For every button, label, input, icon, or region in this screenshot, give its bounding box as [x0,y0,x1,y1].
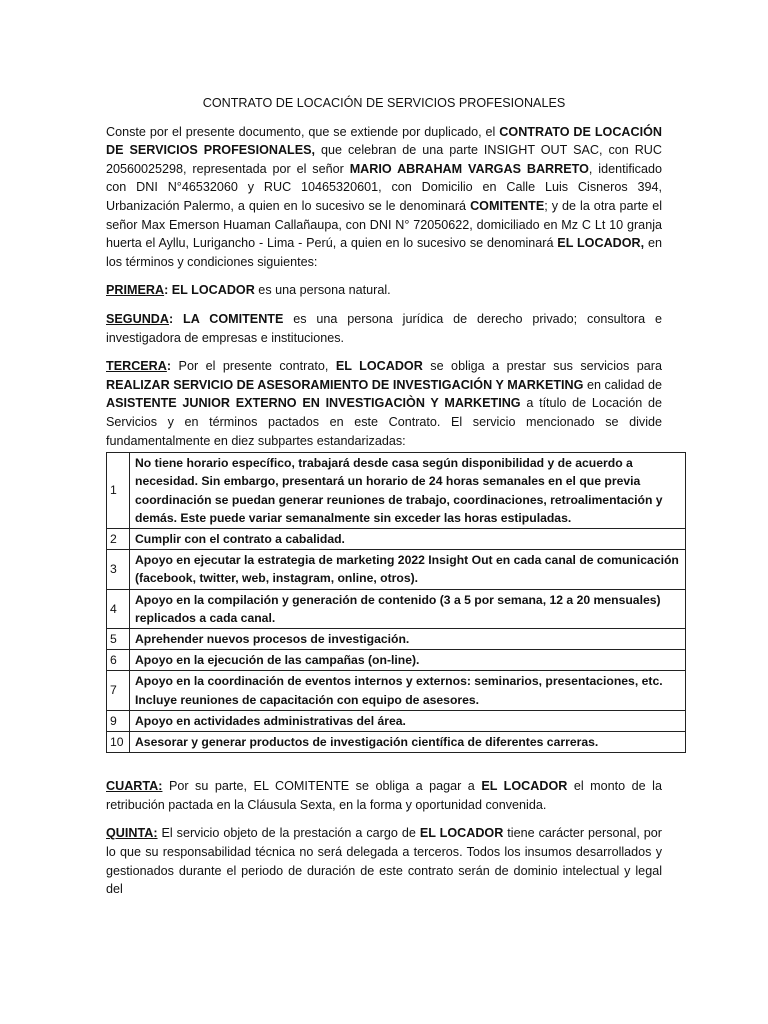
clause-primera: PRIMERA: EL LOCADOR es una persona natural. [106,283,391,298]
duty-text: Aprehender nuevos procesos de investigación. [130,628,686,649]
table-row [107,628,686,649]
table-row [107,671,686,710]
duty-text: Cumplir con el contrato a cabalidad. [130,528,686,549]
clause-quinta-label: QUINTA: [106,826,158,841]
duty-number: 7 [107,671,130,710]
duty-number: 2 [107,528,130,549]
clause-cuarta-label: CUARTA: [106,779,163,794]
clause-cuarta: CUARTA: Por su parte, EL COMITENTE se obliga a pagar a EL LOCADOR el monto de la retribución pactada en la Cláusula Sexta, en la forma y oportunidad convenida. [106,779,662,812]
contract-title: CONTRATO DE LOCACIÓN DE SERVICIOS PROFESIONALES [202,96,566,110]
intro-paragraph: Conste por el presente documento, que se extiende por duplicado, el CONTRATO DE LOCACIÓN DE SERVICIOS PROFESIONALES, que celebran de una parte INSIGHT OUT SAC, con RUC 20560025298, representada por el señor MARIO ABRAHAM VARGAS BARRETO, identificado con DNI N°46532060 y RUC 10465320601, con Domicilio en Calle Luis Cisneros 394, Urbanización Palermo, a quien en lo sucesivo se le denominará COMITENTE; y de la otra parte el señor Max Emerson Huaman Callañaupa, con DNI N° 72050622, domiciliado en Mz C Lt 10 granja huerta el Ayllu, Lurigancho - Lima - Perú, a quien en lo sucesivo se denominará EL LOCADOR, en los términos y condiciones siguientes: [106,124,663,269]
table-row [107,650,686,671]
duty-number: 9 [107,710,130,731]
clause-quinta: QUINTA: El servicio objeto de la prestación a cargo de EL LOCADOR tiene carácter personal, por lo que su responsabilidad técnica no será delegada a terceros. Todos los insumos desarrollados y gestionados durante el periodo de duración de este contrato serán de dominio intelectual y legal del [106,826,663,897]
duty-text: Asesorar y generar productos de investigación científica de diferentes carreras. [130,731,686,752]
clause-segunda-label: SEGUNDA [106,311,169,326]
duty-number: 3 [107,550,130,589]
table-row [107,589,686,628]
duty-text: Apoyo en la compilación y generación de contenido (3 a 5 por semana, 12 a 20 mensuales) replicados a cada canal. [130,589,686,628]
clause-segunda: SEGUNDA: LA COMITENTE es una persona jurídica de derecho privado; consultora e investigadora de empresas e instituciones. [106,311,662,345]
duty-number: 6 [107,650,130,671]
clause-tercera-label: TERCERA [106,359,167,374]
duty-number: 5 [107,628,130,649]
duty-text: Apoyo en la coordinación de eventos internos y externos: seminarios, presentaciones, etc. Incluye reuniones de capacitación con equipo de asesores. [130,671,686,710]
table-row [107,453,686,529]
duty-number: 1 [107,453,130,529]
duty-text: Apoyo en la ejecución de las campañas (on-line). [130,650,686,671]
table-row [107,528,686,549]
table-row [107,550,686,589]
table-row [107,710,686,731]
duty-text: Apoyo en actividades administrativas del área. [130,710,686,731]
clause-primera-label: PRIMERA [106,283,165,298]
duty-text: Apoyo en ejecutar la estrategia de marketing 2022 Insight Out en cada canal de comunicación (facebook, twitter, web, instagram, online, otros). [130,550,686,589]
clause-tercera: TERCERA: Por el presente contrato, EL LOCADOR se obliga a prestar sus servicios para REALIZAR SERVICIO DE ASESORAMIENTO DE INVESTIGACIÓN Y MARKETING en calidad de ASISTENTE JUNIOR EXTERNO EN INVESTIGACIÒN Y MARKETING a título de Locación de Servicios y en términos pactados en este Contrato. El servicio mencionado se divide fundamentalmente en diez subpartes estandarizadas: [106,359,662,448]
duties-table [106,452,686,753]
duty-number: 10 [107,731,130,752]
table-row [107,731,686,752]
duty-number: 4 [107,589,130,628]
duty-text: No tiene horario específico, trabajará desde casa según disponibilidad y de acuerdo a necesidad. Sin embargo, presentará un horario de 24 horas semanales en el que previa coordinación se puedan generar reuniones de trabajo, coordinaciones, retroalimentación y demás. Este puede variar semanalmente sin exceder las horas estipuladas. [130,453,686,529]
